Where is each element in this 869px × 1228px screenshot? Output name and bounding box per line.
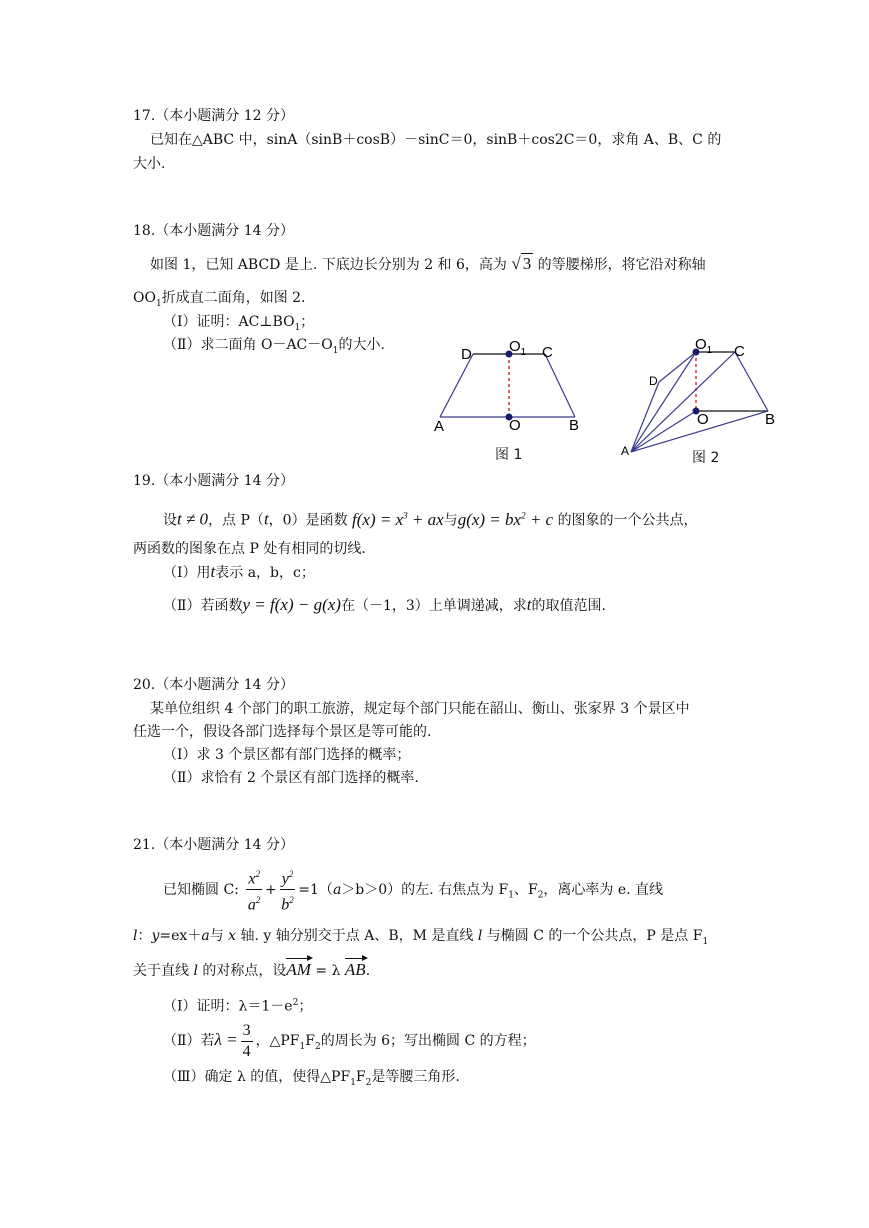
vector-ab: AB: [344, 960, 366, 979]
label-c: C: [542, 344, 553, 361]
edge-ao1: [631, 352, 696, 452]
q21-text-line1: 已知椭圆 C: $\frac{x^2}{a^2}$ + $\frac{y^2}{b^2}$ =1（a＞b＞0）的左. 右焦点为 $F_1$、$F_2$，离心率为 e. 直线: [163, 864, 663, 919]
label-d: D: [461, 346, 472, 363]
label-a: A: [621, 444, 630, 458]
q18-part1: （Ⅰ）证明：$AC\perp BO_1$；: [163, 314, 315, 333]
edge-bc: [545, 354, 575, 417]
q19-text-line2: 两函数的图象在点 P 处有相同的切线.: [133, 541, 366, 557]
q21-text-line2: l：y=ex＋a与 x 轴. y 轴分别交于点 A、B，M 是直线 l 与椭圆 C 的一个公共点，P 是点 $F_1$: [133, 928, 709, 947]
label-b: B: [569, 417, 580, 434]
q18-text-line2: $OO_1$折成直二面角，如图 2.: [133, 290, 306, 309]
label-o: O: [509, 417, 521, 434]
q21-part1: （Ⅰ）证明：$\lambda=1-e^2$；: [163, 998, 313, 1015]
q18-header: 18.（本小题满分 14 分）: [133, 223, 294, 239]
label-o1: $O_1$: [695, 336, 713, 356]
q21-part3: （Ⅲ）确定 λ 的值，使得$\triangle PF_1F_2$是等腰三角形.: [163, 1069, 460, 1088]
q19-part1: （Ⅰ）用t表示 a，b，c；: [163, 562, 315, 581]
label-c: C: [734, 343, 745, 360]
figure-1-trapezoid: [425, 330, 605, 435]
q20-part2: （Ⅱ）求恰有 2 个景区有部门选择的概率.: [163, 770, 419, 786]
fraction-y2-b2: $\frac{y^2}{b^2}$: [280, 864, 296, 916]
q17-text-line1: 已知在△ABC 中，sinA（sinB＋cosB）－sinC＝0，sinB＋cos2C＝0，求角 A、B、C 的: [150, 132, 722, 148]
q20-text-line2: 任选一个，假设各部门选择每个景区是等可能的.: [133, 724, 432, 740]
sqrt-3: √ 3: [511, 254, 532, 273]
edge-cb: [735, 352, 768, 411]
edge-ad: [440, 354, 473, 417]
q17-text-line2: 大小.: [133, 156, 166, 172]
figure-2-folded: [615, 332, 785, 462]
q19-text-line1: 设t ≠ 0，点 P（t，0）是函数 $f(x) = x^3$ + ax与$g(x) = bx^2 + c$ 的图象的一个公共点，: [163, 509, 698, 529]
figure-1-caption: 图 1: [495, 447, 523, 463]
q19-header: 19.（本小题满分 14 分）: [133, 473, 294, 489]
q21-text-line3: 关于直线 l 的对称点，设AM = λ AB.: [133, 960, 371, 979]
q20-text-line1: 某单位组织 4 个部门的职工旅游，规定每个部门只能在韶山、衡山、张家界 3 个景区中: [150, 701, 690, 717]
q21-header: 21.（本小题满分 14 分）: [133, 837, 294, 853]
q21-part2: （Ⅱ）若λ = $\frac{3}{4}$ ，$\triangle PF_1F_2$的周长为 6；写出椭圆 C 的方程；: [163, 1021, 536, 1060]
vector-am: AM: [286, 960, 311, 979]
fraction-3-4: $\frac{3}{4}$: [242, 1021, 251, 1060]
edge-ad: [631, 382, 659, 452]
q17-header: 17.（本小题满分 12 分）: [133, 108, 294, 124]
q18-text-line1: 如图 1，已知 ABCD 是上. 下底边长分别为 2 和 6，高为 √ 3 的等腰梯形，将它沿对称轴: [150, 254, 706, 273]
q20-header: 20.（本小题满分 14 分）: [133, 677, 294, 693]
label-o: O: [697, 411, 709, 428]
q19-part2: （Ⅱ）若函数y = f(x) − g(x)在（－1，3）上单调递减，求t的取值范围.: [163, 595, 606, 614]
edge-do1: [659, 352, 696, 382]
label-b: B: [765, 411, 776, 428]
q20-part1: （Ⅰ）求 3 个景区都有部门选择的概率；: [163, 747, 411, 763]
label-a: A: [434, 418, 445, 435]
label-d: D: [649, 374, 658, 388]
figure-2-caption: 图 2: [692, 450, 720, 466]
label-o1: $O_1$: [509, 338, 527, 358]
fraction-x2-a2: $\frac{x^2}{a^2}$: [246, 864, 262, 916]
edge-ao: [631, 411, 696, 452]
q18-part2: （Ⅱ）求二面角 $O-AC-O_1$的大小.: [163, 337, 385, 356]
